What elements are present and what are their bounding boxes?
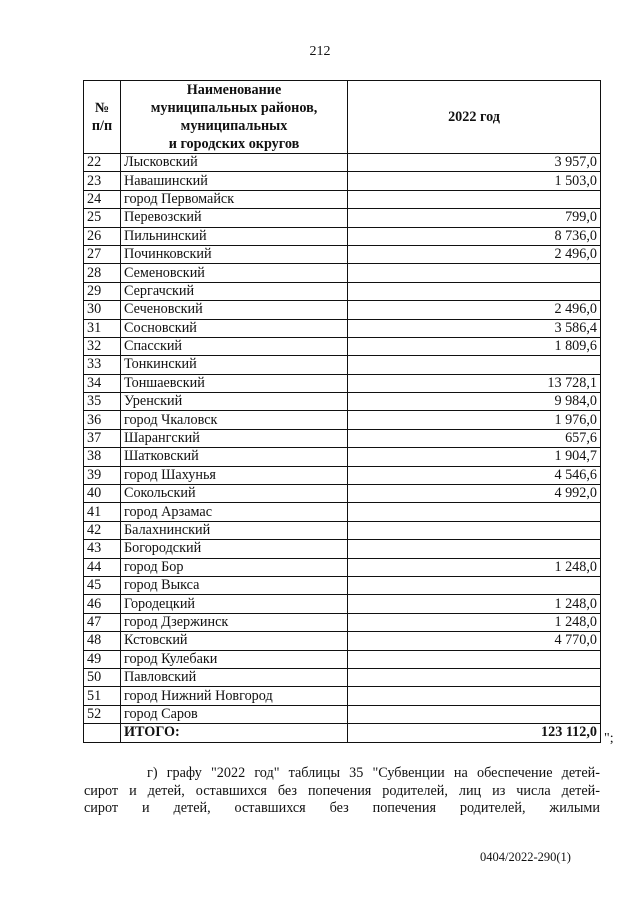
row-value: 799,0: [348, 209, 601, 227]
header-name: Наименование муниципальных районов, муниципальных и городских округов: [121, 81, 348, 154]
table-row: [84, 429, 601, 447]
row-value: [348, 190, 601, 208]
table-row: [84, 411, 601, 429]
row-value: 4 992,0: [348, 485, 601, 503]
row-name: Перевозский: [121, 209, 348, 227]
row-number: 27: [84, 245, 121, 263]
row-number: 42: [84, 521, 121, 539]
table-row: [84, 503, 601, 521]
row-value: 1 503,0: [348, 172, 601, 190]
total-value: 123 112,0: [348, 724, 601, 742]
table-row: [84, 650, 601, 668]
row-number: 44: [84, 558, 121, 576]
table-row: [84, 172, 601, 190]
row-name: Семеновский: [121, 264, 348, 282]
row-name: город Первомайск: [121, 190, 348, 208]
row-number: 37: [84, 429, 121, 447]
row-name: Кстовский: [121, 632, 348, 650]
table-row: [84, 540, 601, 558]
table-row: [84, 576, 601, 594]
header-number: № п/п: [84, 81, 121, 154]
row-number: 34: [84, 374, 121, 392]
table-row: [84, 245, 601, 263]
row-name: Тоншаевский: [121, 374, 348, 392]
table-body: [84, 154, 601, 743]
table-row: [84, 521, 601, 539]
table-row: [84, 687, 601, 705]
paragraph-line: г) графу "2022 год" таблицы 35 "Субвенции на обеспечение детей-: [147, 765, 600, 781]
row-value: 9 984,0: [348, 393, 601, 411]
row-value: 8 736,0: [348, 227, 601, 245]
row-number: 23: [84, 172, 121, 190]
table-row: [84, 319, 601, 337]
row-number: 32: [84, 337, 121, 355]
row-value: 2 496,0: [348, 245, 601, 263]
row-number: 25: [84, 209, 121, 227]
row-number: 52: [84, 705, 121, 723]
row-name: Балахнинский: [121, 521, 348, 539]
table-row: [84, 209, 601, 227]
row-name: Сеченовский: [121, 301, 348, 319]
table-row: [84, 190, 601, 208]
table-row: [84, 374, 601, 392]
amendment-paragraph: [84, 765, 600, 818]
row-name: Уренский: [121, 393, 348, 411]
row-value: [348, 282, 601, 300]
table-row: [84, 632, 601, 650]
row-name: город Бор: [121, 558, 348, 576]
row-number: 41: [84, 503, 121, 521]
row-number: 28: [84, 264, 121, 282]
table-row: [84, 227, 601, 245]
row-number: 40: [84, 485, 121, 503]
row-value: 1 809,6: [348, 337, 601, 355]
row-value: [348, 540, 601, 558]
row-value: 4 770,0: [348, 632, 601, 650]
row-number: 35: [84, 393, 121, 411]
row-value: 1 248,0: [348, 558, 601, 576]
row-value: 2 496,0: [348, 301, 601, 319]
row-number: 47: [84, 613, 121, 631]
table-row: [84, 668, 601, 686]
row-name: Спасский: [121, 337, 348, 355]
row-number: 31: [84, 319, 121, 337]
row-name: Шарангский: [121, 429, 348, 447]
row-number: 30: [84, 301, 121, 319]
row-value: [348, 521, 601, 539]
row-number: 38: [84, 448, 121, 466]
row-value: [348, 687, 601, 705]
table-header-row: [84, 81, 601, 154]
row-number: 29: [84, 282, 121, 300]
row-name: Павловский: [121, 668, 348, 686]
row-number: 43: [84, 540, 121, 558]
row-name: Починковский: [121, 245, 348, 263]
table-row: [84, 337, 601, 355]
row-value: [348, 650, 601, 668]
row-value: 657,6: [348, 429, 601, 447]
table-row: [84, 613, 601, 631]
table-row: [84, 154, 601, 172]
row-number: 46: [84, 595, 121, 613]
paragraph-line: сирот и детей, оставшихся без попечения родителей, жилыми: [84, 800, 600, 816]
row-name: город Кулебаки: [121, 650, 348, 668]
row-name: Сокольский: [121, 485, 348, 503]
row-value: [348, 705, 601, 723]
table-row: [84, 595, 601, 613]
table-row: [84, 264, 601, 282]
total-empty-cell: [84, 724, 121, 742]
row-number: 33: [84, 356, 121, 374]
table-row: [84, 448, 601, 466]
row-number: 26: [84, 227, 121, 245]
row-number: 48: [84, 632, 121, 650]
row-number: 49: [84, 650, 121, 668]
table-row: [84, 282, 601, 300]
row-name: город Шахунья: [121, 466, 348, 484]
row-name: город Дзержинск: [121, 613, 348, 631]
row-name: Шатковский: [121, 448, 348, 466]
row-value: [348, 264, 601, 282]
paragraph-line: сирот и детей, оставшихся без попечения родителей, лиц из числа детей-: [84, 782, 600, 799]
row-value: 1 904,7: [348, 448, 601, 466]
row-name: город Нижний Новгород: [121, 687, 348, 705]
row-name: Лысковский: [121, 154, 348, 172]
table-row: [84, 301, 601, 319]
total-label: ИТОГО:: [121, 724, 348, 742]
row-number: 39: [84, 466, 121, 484]
row-value: 4 546,6: [348, 466, 601, 484]
table-row: [84, 485, 601, 503]
row-value: [348, 576, 601, 594]
row-name: город Чкаловск: [121, 411, 348, 429]
row-name: город Выкса: [121, 576, 348, 594]
row-value: 1 248,0: [348, 613, 601, 631]
row-name: Сергачский: [121, 282, 348, 300]
table-closing-quote: ";: [604, 731, 614, 746]
row-name: город Арзамас: [121, 503, 348, 521]
row-value: 1 976,0: [348, 411, 601, 429]
row-number: 22: [84, 154, 121, 172]
row-name: Городецкий: [121, 595, 348, 613]
document-code: 0404/2022-290(1): [480, 850, 571, 864]
page-number: 212: [309, 44, 331, 59]
table-row: [84, 393, 601, 411]
row-name: Навашинский: [121, 172, 348, 190]
subsidies-table: [83, 80, 601, 743]
row-value: 1 248,0: [348, 595, 601, 613]
total-row: [84, 724, 601, 742]
row-value: 13 728,1: [348, 374, 601, 392]
table-row: [84, 466, 601, 484]
row-number: 36: [84, 411, 121, 429]
table-row: [84, 558, 601, 576]
row-name: Тонкинский: [121, 356, 348, 374]
row-name: Пильнинский: [121, 227, 348, 245]
row-value: [348, 356, 601, 374]
row-name: город Саров: [121, 705, 348, 723]
header-year: 2022 год: [348, 81, 601, 154]
table-row: [84, 705, 601, 723]
row-name: Богородский: [121, 540, 348, 558]
row-number: 24: [84, 190, 121, 208]
row-name: Сосновский: [121, 319, 348, 337]
row-value: 3 957,0: [348, 154, 601, 172]
row-value: 3 586,4: [348, 319, 601, 337]
table-row: [84, 356, 601, 374]
row-value: [348, 668, 601, 686]
row-number: 45: [84, 576, 121, 594]
row-number: 51: [84, 687, 121, 705]
row-value: [348, 503, 601, 521]
row-number: 50: [84, 668, 121, 686]
